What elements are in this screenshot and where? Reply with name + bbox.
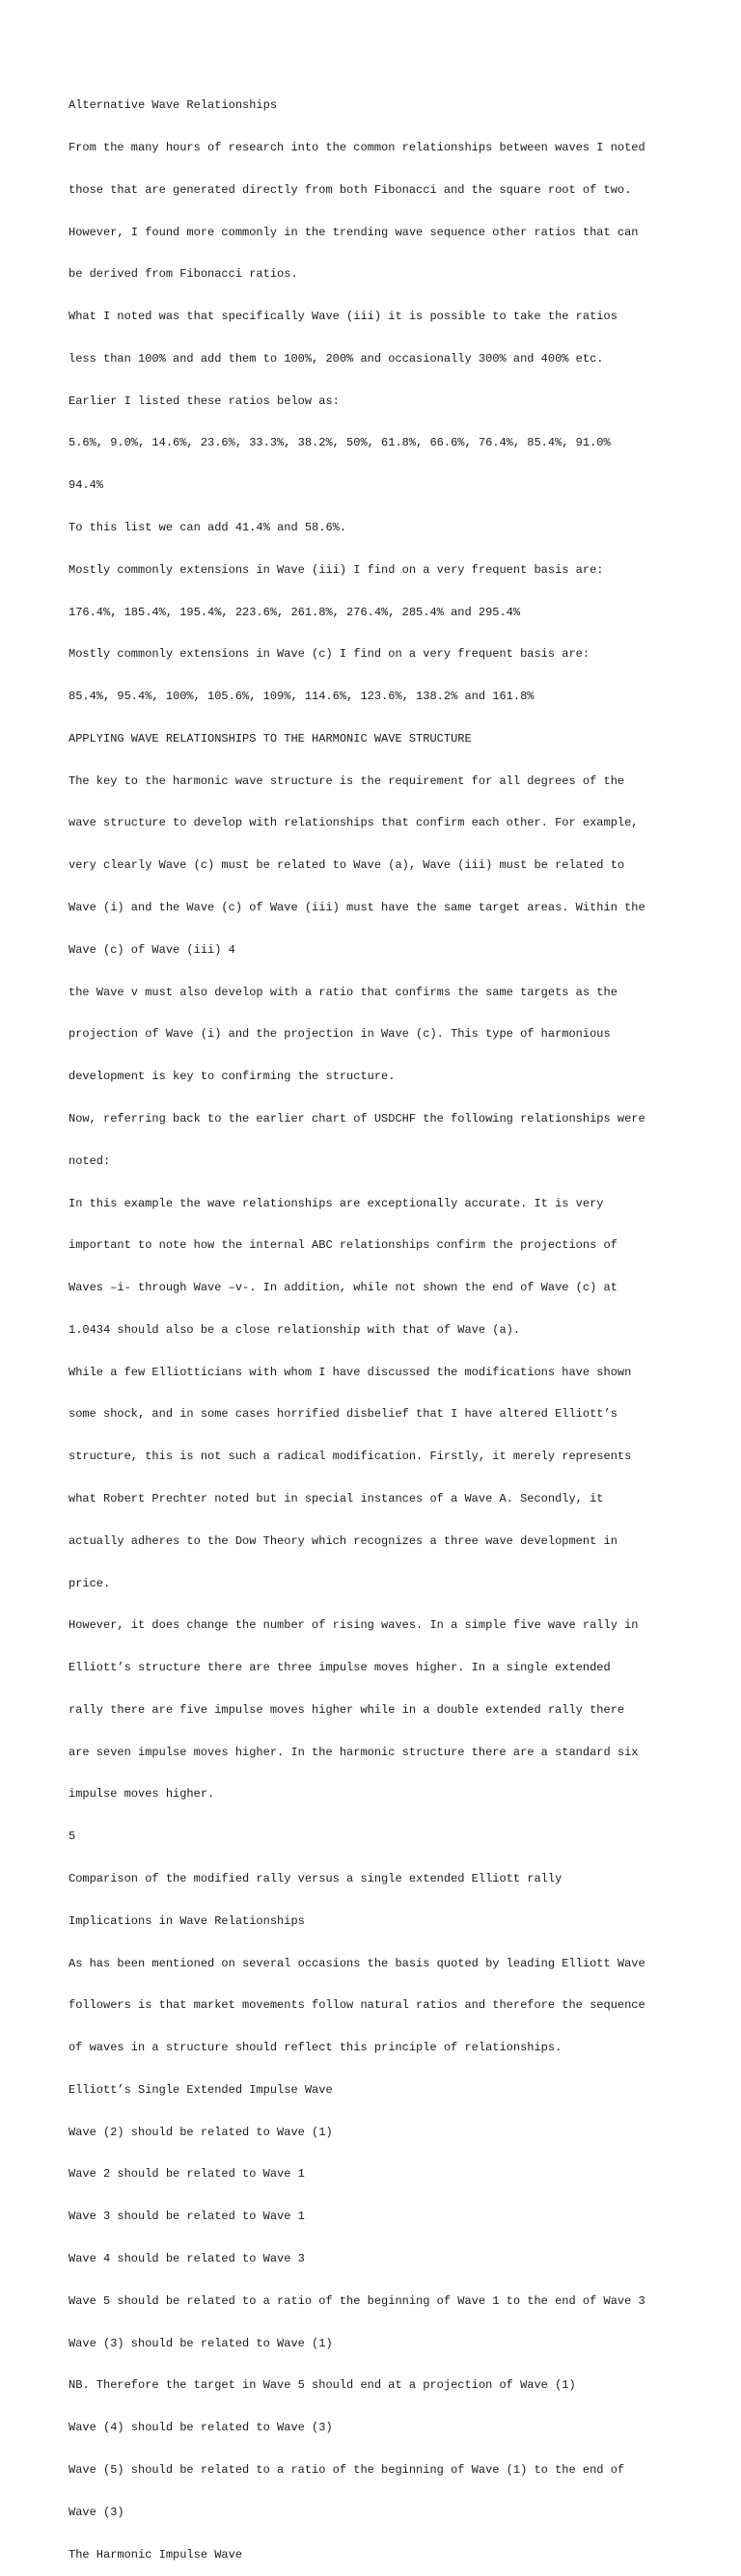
text-line: actually adheres to the Dow Theory which recognizes a three wave development in bbox=[69, 1533, 618, 1548]
text-line: Mostly commonly extensions in Wave (iii) I find on a very frequent basis are: bbox=[69, 562, 604, 577]
text-line: Implications in Wave Relationships bbox=[69, 1913, 305, 1928]
text-line: the Wave v must also develop with a ratio that confirms the same targets as the bbox=[69, 985, 618, 999]
text-line: price. bbox=[69, 1576, 111, 1590]
text-line: 176.4%, 185.4%, 195.4%, 223.6%, 261.8%, 276.4%, 285.4% and 295.4% bbox=[69, 605, 521, 619]
text-line: important to note how the internal ABC relationships confirm the projections of bbox=[69, 1238, 618, 1253]
text-line: However, it does change the number of rising waves. In a simple five wave rally in bbox=[69, 1618, 639, 1633]
text-line: Wave (4) should be related to Wave (3) bbox=[69, 2421, 333, 2435]
text-line: 85.4%, 95.4%, 100%, 105.6%, 109%, 114.6%, 123.6%, 138.2% and 161.8% bbox=[69, 690, 535, 704]
text-line: In this example the wave relationships are exceptionally accurate. It is very bbox=[69, 1196, 604, 1210]
text-line: Alternative Wave Relationships bbox=[69, 98, 278, 113]
document-page bbox=[69, 70, 686, 2576]
text-line: Waves –i- through Wave –v-. In addition, while not shown the end of Wave (c) at bbox=[69, 1281, 618, 1295]
text-line: Wave (5) should be related to a ratio of the beginning of Wave (1) to the end of bbox=[69, 2462, 625, 2477]
text-line: Elliott’s Single Extended Impulse Wave bbox=[69, 2082, 333, 2097]
text-line: APPLYING WAVE RELATIONSHIPS TO THE HARMONIC WAVE STRUCTURE bbox=[69, 731, 472, 746]
text-line: The key to the harmonic wave structure is the requirement for all degrees of the bbox=[69, 773, 625, 788]
text-line: projection of Wave (i) and the projection in Wave (c). This type of harmonious bbox=[69, 1027, 611, 1042]
text-line: Mostly commonly extensions in Wave (c) I find on a very frequent basis are: bbox=[69, 647, 590, 662]
text-line: Comparison of the modified rally versus a single extended Elliott rally bbox=[69, 1872, 563, 1885]
text-line: development is key to confirming the structure. bbox=[69, 1070, 396, 1084]
text-line: wave structure to develop with relationships that confirm each other. For example, bbox=[69, 816, 639, 830]
text-line: of waves in a structure should reflect this principle of relationships. bbox=[69, 2041, 563, 2055]
text-line: are seven impulse moves higher. In the harmonic structure there are a standard six bbox=[69, 1745, 639, 1759]
text-line: very clearly Wave (c) must be related to Wave (a), Wave (iii) must be related to bbox=[69, 858, 625, 873]
text-line: Now, referring back to the earlier chart of USDCHF the following relationships were bbox=[69, 1111, 645, 1125]
text-line: less than 100% and add them to 100%, 200% and occasionally 300% and 400% etc. bbox=[69, 351, 604, 366]
text-line: Wave (2) should be related to Wave (1) bbox=[69, 2125, 333, 2139]
text-line: NB. Therefore the target in Wave 5 should end at a projection of Wave (1) bbox=[69, 2378, 576, 2393]
text-line: While a few Elliotticians with whom I have discussed the modifications have shown bbox=[69, 1365, 632, 1379]
text-line: 5.6%, 9.0%, 14.6%, 23.6%, 33.3%, 38.2%, 50%, 61.8%, 66.6%, 76.4%, 85.4%, 91.0% bbox=[69, 436, 611, 450]
text-line: However, I found more commonly in the trending wave sequence other ratios that can bbox=[69, 225, 639, 239]
text-line: From the many hours of research into the common relationships between waves I noted bbox=[69, 140, 645, 154]
text-line: 5 bbox=[69, 1830, 76, 1844]
text-line: noted: bbox=[69, 1153, 111, 1168]
text-line: Wave 3 should be related to Wave 1 bbox=[69, 2210, 305, 2224]
text-line: Wave (i) and the Wave (c) of Wave (iii) must have the same target areas. Within the bbox=[69, 901, 645, 915]
text-line: Earlier I listed these ratios below as: bbox=[69, 393, 340, 408]
text-line: those that are generated directly from both Fibonacci and the square root of two. bbox=[69, 182, 632, 197]
text-line: structure, this is not such a radical modification. Firstly, it merely represents bbox=[69, 1450, 632, 1464]
text-line: Wave (3) should be related to Wave (1) bbox=[69, 2336, 333, 2350]
text-line: What I noted was that specifically Wave (iii) it is possible to take the ratios bbox=[69, 310, 618, 324]
text-line: Wave (c) of Wave (iii) 4 bbox=[69, 942, 235, 957]
text-line: be derived from Fibonacci ratios. bbox=[69, 267, 298, 282]
text-line: Wave 4 should be related to Wave 3 bbox=[69, 2252, 305, 2266]
text-line: Wave (3) bbox=[69, 2505, 124, 2519]
text-line: 94.4% bbox=[69, 478, 104, 493]
text-line: The Harmonic Impulse Wave bbox=[69, 2547, 243, 2562]
text-line: impulse moves higher. bbox=[69, 1787, 215, 1802]
text-line: Elliott’s structure there are three impulse moves higher. In a single extended bbox=[69, 1661, 611, 1675]
text-line: some shock, and in some cases horrified disbelief that I have altered Elliott’s bbox=[69, 1407, 618, 1422]
text-line: rally there are five impulse moves higher while in a double extended rally there bbox=[69, 1702, 625, 1717]
text-line: followers is that market movements follow natural ratios and therefore the sequence bbox=[69, 1998, 645, 2013]
text-line: To this list we can add 41.4% and 58.6%. bbox=[69, 521, 347, 534]
text-line: Wave 5 should be related to a ratio of the beginning of Wave 1 to the end of Wave 3 bbox=[69, 2293, 645, 2308]
text-line: Wave 2 should be related to Wave 1 bbox=[69, 2167, 305, 2182]
text-line: 1.0434 should also be a close relationship with that of Wave (a). bbox=[69, 1322, 521, 1337]
text-line: As has been mentioned on several occasions the basis quoted by leading Elliott Wave bbox=[69, 1956, 645, 1970]
text-line: what Robert Prechter noted but in special instances of a Wave A. Secondly, it bbox=[69, 1491, 604, 1505]
